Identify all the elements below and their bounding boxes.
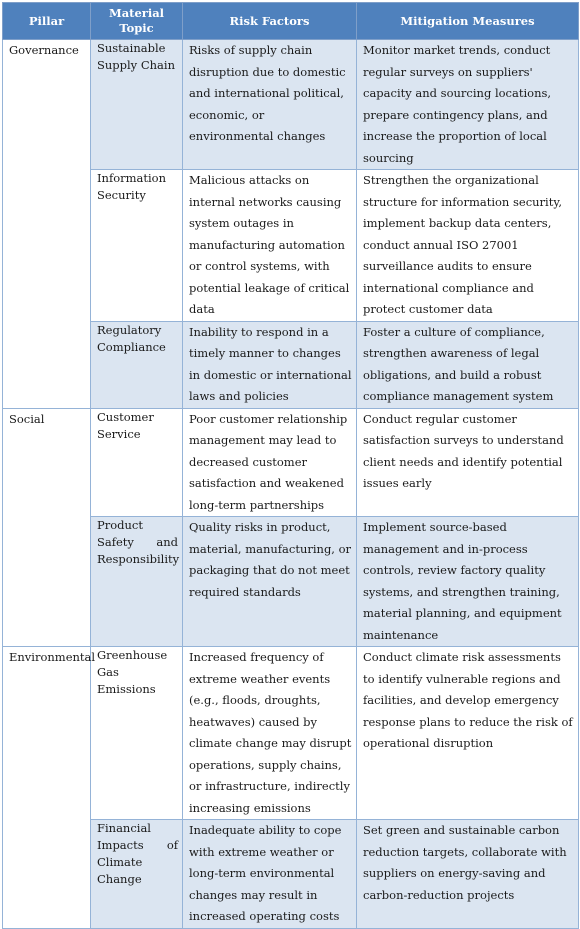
table-row xyxy=(3,408,579,517)
header-mitigation-measures: Mitigation Measures xyxy=(357,3,579,40)
topic-customer-service: Customer Service xyxy=(91,408,183,517)
topic-product-safety: Product Safety and Responsibility xyxy=(91,517,183,647)
mitigation-ghg-emissions: Conduct climate risk assessments to identify vulnerable regions and facilities, and develop emergency response plans to reduce the risk of operational disruption xyxy=(357,647,579,820)
risk-sustainable-supply-chain: Risks of supply chain disruption due to domestic and international political, economic, or environmental changes xyxy=(183,40,357,170)
mitigation-sustainable-supply-chain: Monitor market trends, conduct regular surveys on suppliers' capacity and sourcing locations, prepare contingency plans, and increase the proportion of local sourcing xyxy=(357,40,579,170)
mitigation-information-security: Strengthen the organizational structure for information security, implement backup data centers, conduct annual ISO 27001 surveillance audits to ensure international compliance and protect customer data xyxy=(357,170,579,322)
risk-financial-impacts: Inadequate ability to cope with extreme weather or long-term environmental changes may result in increased operating costs xyxy=(183,820,357,929)
header-material-topic: Material Topic xyxy=(91,3,183,40)
risk-mitigation-table xyxy=(2,2,579,929)
topic-ghg-emissions: Greenhouse Gas Emissions xyxy=(91,647,183,820)
topic-information-security: Information Security xyxy=(91,170,183,322)
pillar-environmental: Environmental xyxy=(3,647,91,929)
risk-product-safety: Quality risks in product, material, manufacturing, or packaging that do not meet required standards xyxy=(183,517,357,647)
mitigation-product-safety: Implement source-based management and in-process controls, review factory quality systems, and strengthen training, material planning, and equipment maintenance xyxy=(357,517,579,647)
risk-information-security: Malicious attacks on internal networks causing system outages in manufacturing automation or control systems, with potential leakage of critical data xyxy=(183,170,357,322)
risk-ghg-emissions: Increased frequency of extreme weather events (e.g., floods, droughts, heatwaves) caused by climate change may disrupt operations, supply chains, or infrastructure, indirectly increasing emissions xyxy=(183,647,357,820)
header-row xyxy=(3,3,579,40)
topic-financial-impacts: Financial Impacts of Climate Change xyxy=(91,820,183,929)
table-row xyxy=(3,40,579,170)
mitigation-customer-service: Conduct regular customer satisfaction surveys to understand client needs and identify potential issues early xyxy=(357,408,579,517)
header-pillar: Pillar xyxy=(3,3,91,40)
risk-customer-service: Poor customer relationship management may lead to decreased customer satisfaction and weakened long-term partnerships xyxy=(183,408,357,517)
topic-sustainable-supply-chain: Sustainable Supply Chain xyxy=(91,40,183,170)
topic-regulatory-compliance: Regulatory Compliance xyxy=(91,321,183,408)
header-risk-factors: Risk Factors xyxy=(183,3,357,40)
mitigation-regulatory-compliance: Foster a culture of compliance, strengthen awareness of legal obligations, and build a robust compliance management system xyxy=(357,321,579,408)
table-row xyxy=(3,647,579,820)
risk-regulatory-compliance: Inability to respond in a timely manner to changes in domestic or international laws and policies xyxy=(183,321,357,408)
mitigation-financial-impacts: Set green and sustainable carbon reduction targets, collaborate with suppliers on energy-saving and carbon-reduction projects xyxy=(357,820,579,929)
pillar-social: Social xyxy=(3,408,91,647)
pillar-governance: Governance xyxy=(3,40,91,409)
